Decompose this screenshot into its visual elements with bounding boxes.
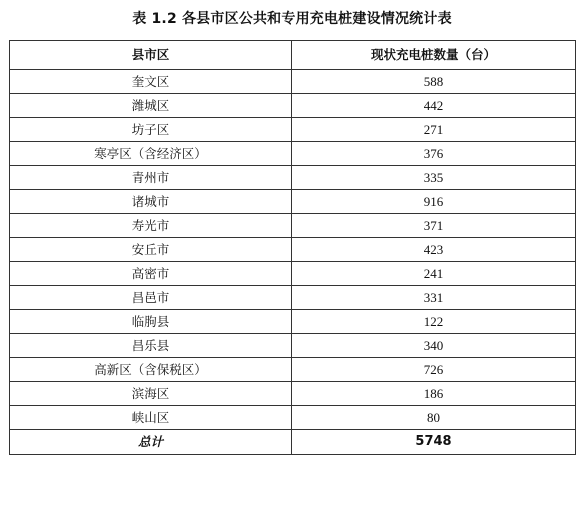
district-cell: 昌邑市 (10, 286, 292, 310)
table-row (10, 310, 576, 334)
header-row (10, 41, 576, 70)
count-cell: 241 (292, 262, 576, 286)
count-cell: 340 (292, 334, 576, 358)
district-cell: 安丘市 (10, 238, 292, 262)
table-row (10, 382, 576, 406)
district-cell: 寿光市 (10, 214, 292, 238)
count-cell: 122 (292, 310, 576, 334)
district-cell: 高密市 (10, 262, 292, 286)
district-cell: 诸城市 (10, 190, 292, 214)
district-cell: 临朐县 (10, 310, 292, 334)
table-row (10, 166, 576, 190)
count-cell: 271 (292, 118, 576, 142)
count-cell: 423 (292, 238, 576, 262)
district-cell: 青州市 (10, 166, 292, 190)
count-cell: 331 (292, 286, 576, 310)
count-cell: 916 (292, 190, 576, 214)
count-cell: 588 (292, 70, 576, 94)
charging-pile-table (9, 40, 575, 455)
district-cell: 坊子区 (10, 118, 292, 142)
table-body (10, 70, 576, 455)
header-count: 现状充电桩数量（台） (292, 41, 576, 70)
table-row (10, 118, 576, 142)
table-row (10, 190, 576, 214)
district-cell: 奎文区 (10, 70, 292, 94)
count-cell: 376 (292, 142, 576, 166)
table-row (10, 70, 576, 94)
table-row (10, 142, 576, 166)
count-cell: 80 (292, 406, 576, 430)
total-count: 5748 (292, 430, 576, 455)
count-cell: 726 (292, 358, 576, 382)
table-row (10, 238, 576, 262)
count-cell: 186 (292, 382, 576, 406)
table-row (10, 262, 576, 286)
district-cell: 滨海区 (10, 382, 292, 406)
table-row (10, 286, 576, 310)
table-caption: 表 1.2 各县市区公共和专用充电桩建设情况统计表 (132, 11, 452, 27)
table-row (10, 406, 576, 430)
district-cell: 潍城区 (10, 94, 292, 118)
count-cell: 442 (292, 94, 576, 118)
table-row (10, 334, 576, 358)
district-cell: 昌乐县 (10, 334, 292, 358)
district-cell: 寒亭区（含经济区） (10, 142, 292, 166)
district-cell: 高新区（含保税区） (10, 358, 292, 382)
data-table (9, 40, 576, 455)
table-row (10, 94, 576, 118)
table-row (10, 214, 576, 238)
count-cell: 335 (292, 166, 576, 190)
total-label: 总计 (10, 430, 292, 455)
district-cell: 峡山区 (10, 406, 292, 430)
header-district: 县市区 (10, 41, 292, 70)
total-row (10, 430, 576, 455)
table-row (10, 358, 576, 382)
count-cell: 371 (292, 214, 576, 238)
